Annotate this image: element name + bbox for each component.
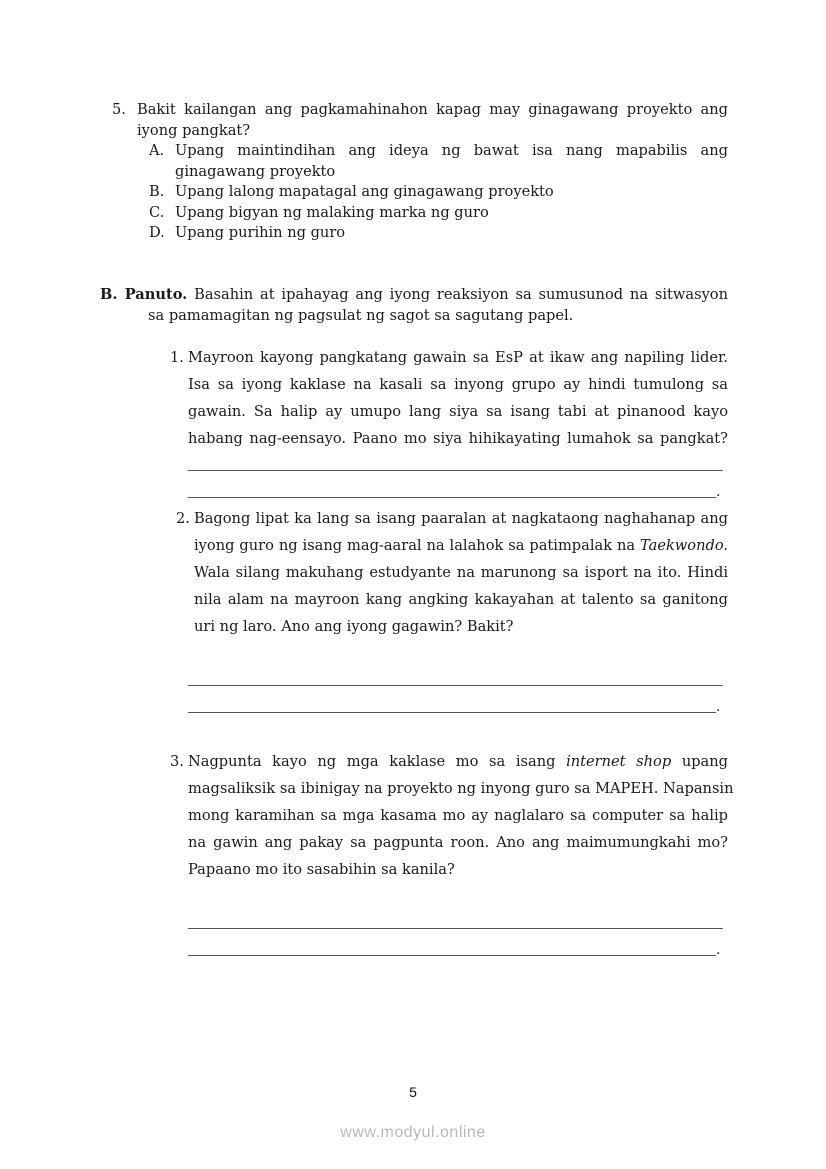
item-text-line: mong karamihan sa mga kasama mo ay naglalaro sa computer sa halip xyxy=(188,807,728,824)
answer-end-period: . xyxy=(716,484,721,500)
item-text: iyong guro ng isang mag-aaral na lalahok sa patimpalak na xyxy=(194,537,636,554)
choice-text: Upang maintindihan ang ideya ng bawat isa nang mapabilis ang xyxy=(175,142,728,159)
answer-line[interactable] xyxy=(188,712,716,713)
instruction-text-cont: sa pamamagitan ng pagsulat ng sagot sa sagutang papel. xyxy=(148,306,574,324)
watermark: www.modyul.online xyxy=(340,1124,486,1141)
situation-item-1 xyxy=(170,344,728,452)
italic-term: internet shop xyxy=(566,753,672,770)
item-text-line: nila alam na mayroon kang angking kakayahan at talento sa ganitong xyxy=(194,591,728,608)
choice-text: Upang purihin ng guro xyxy=(175,224,346,241)
answer-end-period: . xyxy=(716,699,721,715)
item-text-line: Papaano mo ito sasabihin sa kanila? xyxy=(188,861,455,878)
page-number: 5 xyxy=(409,1084,417,1100)
choice-c xyxy=(112,203,728,224)
choice-letter: A. xyxy=(149,142,165,159)
item-text-line: magsaliksik sa ibinigay na proyekto ng inyong guro sa MAPEH. Napansin xyxy=(188,780,734,797)
answer-line[interactable] xyxy=(188,470,723,471)
answer-end-period: . xyxy=(716,942,721,958)
question-number: 5. xyxy=(112,101,126,118)
answer-line[interactable] xyxy=(188,497,716,498)
section-label: B. Panuto. xyxy=(100,286,188,303)
choice-b xyxy=(112,182,728,203)
item-number: 1. xyxy=(170,349,184,366)
situation-item-2 xyxy=(176,505,728,640)
item-text-line: Bagong lipat ka lang sa isang paaralan at nagkataong naghahanap ang xyxy=(194,510,728,527)
answer-line[interactable] xyxy=(188,928,723,929)
answer-line[interactable] xyxy=(188,685,723,686)
choice-text: Upang lalong mapatagal ang ginagawang proyekto xyxy=(175,183,554,200)
answer-line[interactable] xyxy=(188,955,716,956)
choice-letter: C. xyxy=(149,203,165,221)
question-5 xyxy=(112,100,728,244)
situation-item-3 xyxy=(170,748,734,883)
item-text-line: Mayroon kayong pangkatang gawain sa EsP at ikaw ang napiling lider. xyxy=(188,349,728,366)
item-text-line: habang nag-eensayo. Paano mo siya hihikayating lumahok sa pangkat? xyxy=(188,430,728,447)
question-stem-cont: iyong pangkat? xyxy=(137,121,251,139)
italic-term: Taekwondo. xyxy=(640,537,728,554)
item-text-line xyxy=(194,532,728,559)
item-text-line: Isa sa iyong kaklase na kasali sa inyong grupo ay hindi tumulong sa xyxy=(188,376,728,393)
item-text-line: uri ng laro. Ano ang iyong gagawin? Bakit? xyxy=(194,618,514,635)
item-number: 2. xyxy=(176,510,190,527)
choice-letter: D. xyxy=(149,224,165,241)
item-text-line: na gawin ang pakay sa pagpunta roon. Ano ang maimumungkahi mo? xyxy=(188,834,728,851)
choice-text: Upang bigyan ng malaking marka ng guro xyxy=(175,203,489,221)
choice-text-cont: ginagawang proyekto xyxy=(175,162,336,180)
item-text-line: gawain. Sa halip ay umupo lang siya sa isang tabi at pinanood kayo xyxy=(188,403,728,420)
item-text-line xyxy=(188,748,728,775)
instruction-text: Basahin at ipahayag ang iyong reaksiyon sa sumusunod na sitwasyon xyxy=(194,286,728,303)
question-stem: Bakit kailangan ang pagkamahinahon kapag may ginagawang proyekto ang xyxy=(137,101,728,118)
choice-letter: B. xyxy=(149,183,165,200)
item-text-line: Wala silang makuhang estudyante na marunong sa isport na ito. Hindi xyxy=(194,564,728,581)
choice-a xyxy=(112,141,728,162)
choice-d xyxy=(112,223,728,244)
item-text: upang xyxy=(681,753,728,770)
item-number: 3. xyxy=(170,753,184,770)
item-text: Nagpunta kayo ng mga kaklase mo sa isang xyxy=(188,753,556,770)
section-b-instructions xyxy=(100,285,728,326)
